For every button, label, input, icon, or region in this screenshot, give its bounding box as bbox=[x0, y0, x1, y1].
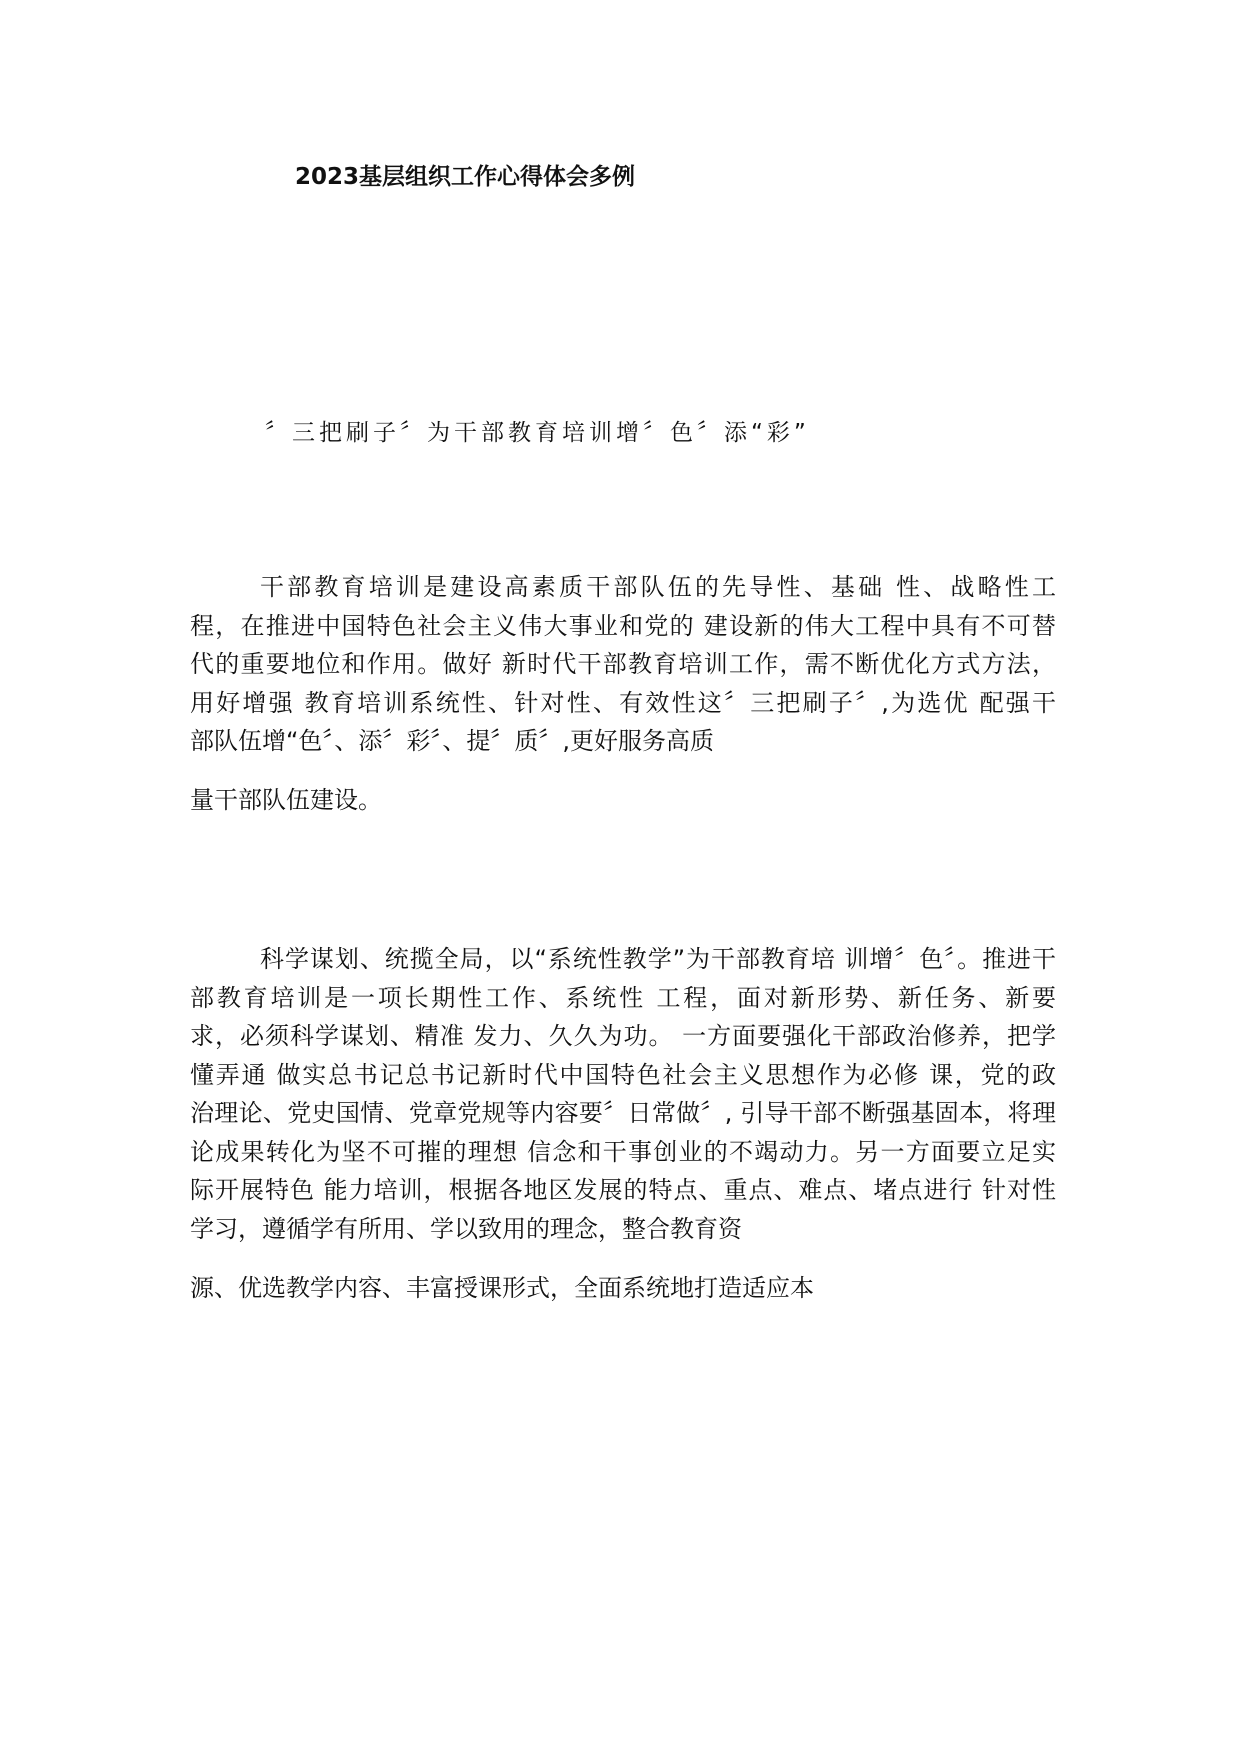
paragraph-2-line: 科学谋划、统揽全局，以“系统性教学”为干部教育培 训增〞色〞。推进干 bbox=[260, 945, 1056, 973]
paragraph-2-line: 学习，遵循学有所用、学以致用的理念，整合教育资 bbox=[190, 1214, 742, 1243]
paragraph-1-line: 代的重要地位和作用。做好 新时代干部教育培训工作，需不断优化方式方法， bbox=[190, 650, 1056, 678]
paragraph-1 bbox=[190, 568, 1056, 761]
paragraph-2-line: 际开展特色 能力培训，根据各地区发展的特点、重点、难点、堵点进行 针对性 bbox=[190, 1176, 1056, 1204]
paragraph-1-line: 用好增强 教育培训系统性、针对性、有效性这〞三把刷子〞,为选优 配强干 bbox=[190, 688, 1056, 717]
paragraph-2-line: 论成果转化为坚不可摧的理想 信念和干事创业的不竭动力。另一方面要立足实 bbox=[190, 1137, 1056, 1166]
paragraph-2-line: 部教育培训是一项长期性工作、系统性 工程，面对新形势、新任务、新要 bbox=[190, 983, 1056, 1012]
paragraph-2-line: 求，必须科学谋划、精准 发力、久久为功。 一方面要强化干部政治修养，把学 bbox=[190, 1022, 1056, 1050]
paragraph-2 bbox=[190, 940, 1056, 1248]
paragraph-2-line: 懂弄通 做实总书记总书记新时代中国特色社会主义思想作为必修 课，党的政 bbox=[190, 1060, 1056, 1089]
paragraph-1-line: 干部教育培训是建设高素质干部队伍的先导性、基础 性、战略性工 bbox=[260, 573, 1056, 601]
section-subtitle: 〞三把刷子〞为干部教育培训增〞色〞添“彩” bbox=[265, 420, 810, 446]
paragraph-2-tail: 源、优选教学内容、丰富授课形式，全面系统地打造适应本 bbox=[190, 1274, 814, 1302]
paragraph-1-tail: 量干部队伍建设。 bbox=[190, 786, 382, 814]
paragraph-1-line: 部队伍增“色〞、添〞彩〞、提〞质〞,更好服务高质 bbox=[190, 727, 715, 755]
paragraph-2-line: 治理论、党史国情、党章党规等内容要〞日常做〞, 引导干部不断强基固本，将理 bbox=[190, 1099, 1056, 1127]
paragraph-1-line: 程，在推进中国特色社会主义伟大事业和党的 建设新的伟大工程中具有不可替 bbox=[190, 611, 1056, 640]
document-title: 2023基层组织工作心得体会多例 bbox=[295, 164, 636, 190]
